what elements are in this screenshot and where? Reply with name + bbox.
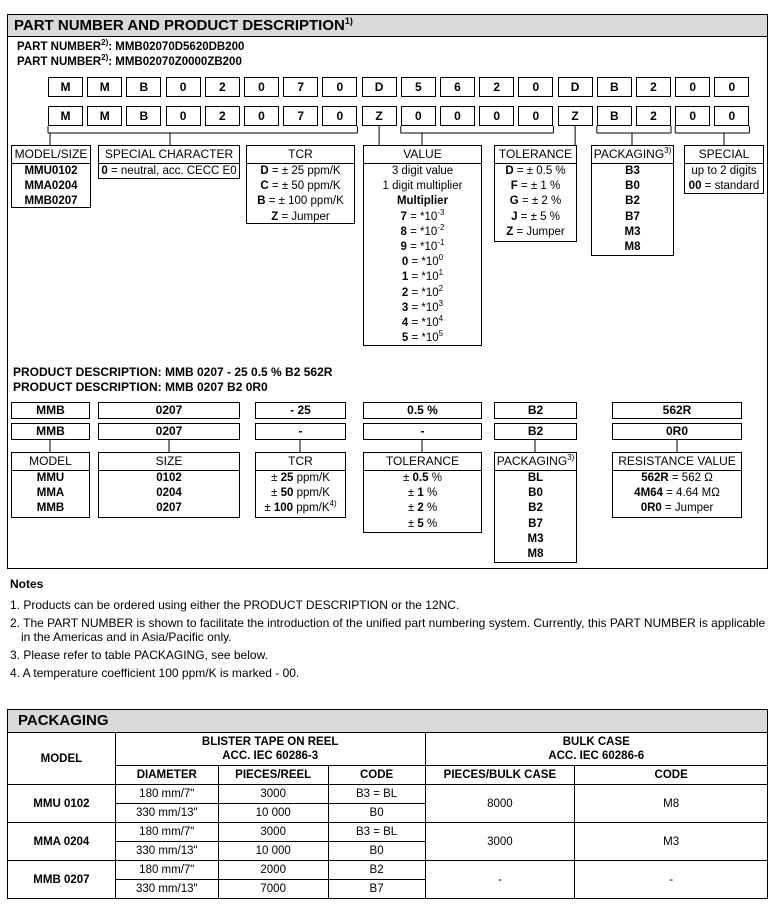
pn-digit-cell: 0 [401, 106, 436, 126]
pn-digit-cell: 0 [244, 77, 279, 97]
th-diameter: DIAMETER [115, 766, 218, 785]
cell-bulk-code: M3 [575, 823, 768, 861]
table-cell: 10 000 [218, 842, 328, 861]
value-multiplier-line: $2 = *10^2$ [401, 283, 444, 299]
pd-cell: - 25 [255, 402, 346, 419]
pn-digit-cell: 0 [322, 77, 357, 97]
pd-tolerance-box: TOLERANCE ± 0.5 % ± 1 % ± 2 % ± 5 % [363, 452, 482, 533]
pn-digit-cell: 0 [322, 106, 357, 126]
product-description-1: PRODUCT DESCRIPTION: MMB 0207 - 25 0.5 % B2 562R [13, 365, 333, 379]
note-2-cont: in the Americas and in Asia/Pacific only. [21, 630, 232, 644]
th-pieces-bulk: PIECES/BULK CASE [425, 766, 575, 785]
value-multiplier-line: $9 = *10^{-1}$ [400, 238, 445, 254]
pn-digit-cell: 2 [636, 77, 671, 97]
product-description-2: PRODUCT DESCRIPTION: MMB 0207 B2 0R0 [13, 380, 268, 394]
table-cell: 180 mm/7" [115, 861, 218, 880]
table-cell: 180 mm/7" [115, 823, 218, 842]
table-cell: B2 [328, 861, 425, 880]
cell-model: MMA 0204 [8, 823, 116, 861]
pn-digit-cell: 0 [166, 77, 201, 97]
pd-model-box: MODEL MMU MMA MMB [11, 452, 90, 518]
pd-cell: 0R0 [612, 423, 742, 440]
tolerance-box: TOLERANCE D = ± 0.5 % F = ± 1 % G = ± 2 % J = ± 5 % Z = Jumper [494, 145, 577, 242]
value-multiplier-line: $4 = *10^4$ [401, 314, 444, 330]
pd-cell: MMB [11, 402, 90, 419]
cell-model: MMU 0102 [8, 785, 116, 823]
pd-cell: 0.5 % [363, 402, 482, 419]
pn-digit-cell: 2 [479, 77, 514, 97]
note-1: 1. Products can be ordered using either the PRODUCT DESCRIPTION or the 12NC. [10, 598, 460, 612]
pn-digit-cell: 0 [675, 77, 710, 97]
pn-digit-cell: M [48, 77, 83, 97]
table-cell: B3 = BL [328, 785, 425, 804]
pn-digit-cell: 0 [440, 106, 475, 126]
pn-digit-cell: 7 [283, 77, 318, 97]
special-character-box: SPECIAL CHARACTER 0 = neutral, acc. CECC E0 [98, 145, 240, 179]
value-box: VALUE 3 digit value 1 digit multiplier Multiplier $7 = *10^{-3}$ $8 = *10^{-2}$ $9 = *10^{-1}$ $0 = *10^0$ $1 = *10^1$ $2 = *10^2$ $3 = *10^3$ $4 = *10^4$ $5 = *10^5$ [363, 145, 482, 346]
th-pieces-reel: PIECES/REEL [218, 766, 328, 785]
table-row [8, 785, 768, 804]
pn-digit-cell: D [558, 77, 593, 97]
pn-digit-cell: 2 [205, 77, 240, 97]
value-multiplier-line: $3 = *10^3$ [401, 299, 444, 314]
table-cell: B0 [328, 804, 425, 823]
pn-digit-cell: D [362, 77, 397, 97]
th-blister: BLISTER TAPE ON REEL ACC. IEC 60286-3 [115, 733, 425, 766]
table-cell: 7000 [218, 880, 328, 899]
cell-bulk-code: - [575, 861, 768, 899]
pd-resistance-box: RESISTANCE VALUE 562R = 562 Ω 4M64 = 4.64 MΩ 0R0 = Jumper [612, 452, 742, 518]
cell-bulk: 8000 [425, 785, 575, 823]
table-cell: B0 [328, 842, 425, 861]
note-4: 4. A temperature coefficient 100 ppm/K is marked - 00. [10, 666, 300, 680]
value-multiplier-line: $8 = *10^{-2}$ [400, 222, 445, 238]
pn-digit-cell: 7 [283, 106, 318, 126]
table-cell: 2000 [218, 861, 328, 880]
table-cell: 330 mm/13" [115, 842, 218, 861]
th-code2: CODE [575, 766, 768, 785]
tcr-box: TCR D = ± 25 ppm/K C = ± 50 ppm/K B = ± 100 ppm/K Z = Jumper [246, 145, 355, 224]
packaging-table [7, 732, 768, 899]
value-multiplier-line: $5 = *10^5$ [401, 329, 444, 345]
table-cell: 10 000 [218, 804, 328, 823]
pd-tcr-box: TCR ± 25 ppm/K ± 50 ppm/K ± 100 ppm/$K^{4)}$ [255, 452, 346, 518]
th-code: CODE [328, 766, 425, 785]
table-row [8, 861, 768, 880]
table-cell: 330 mm/13" [115, 804, 218, 823]
section-title: PART NUMBER AND PRODUCT DESCRIPTION$^{1)}$ [8, 15, 767, 37]
pn-digit-cell: Z [362, 106, 397, 126]
pn-digit-cell: 0 [166, 106, 201, 126]
part-number-2: PART NUMBER$^{2)}$: MMB02070Z0000ZB200 [17, 53, 242, 68]
table-cell: B7 [328, 880, 425, 899]
pn-digit-cell: B [126, 77, 161, 97]
table-cell: 180 mm/7" [115, 785, 218, 804]
value-multiplier-line: $1 = *10^1$ [401, 268, 444, 284]
special-box: SPECIAL up to 2 digits 00 = standard [684, 145, 764, 194]
packaging-code-box: PACKAGING$^{3)}$ B3 B0 B2 B7 M3 M8 [591, 145, 674, 256]
cell-bulk: - [425, 861, 575, 899]
packaging-section [7, 709, 768, 733]
pn-digit-cell: Z [558, 106, 593, 126]
value-multiplier-line: $0 = *10^0$ [401, 253, 444, 269]
cell-bulk-code: M8 [575, 785, 768, 823]
notes-title: Notes [10, 577, 44, 591]
pn-digit-cell: M [48, 106, 83, 126]
pn-digit-cell: B [597, 106, 632, 126]
pn-digit-cell: 0 [244, 106, 279, 126]
pn-digit-cell: 5 [401, 77, 436, 97]
pd-cell: MMB [11, 423, 90, 440]
pd-cell: - [255, 423, 346, 440]
table-cell: 3000 [218, 785, 328, 804]
table-cell: 330 mm/13" [115, 880, 218, 899]
pn-digit-cell: 0 [714, 77, 749, 97]
cell-bulk: 3000 [425, 823, 575, 861]
pn-digit-cell: 0 [518, 106, 553, 126]
pd-cell: B2 [494, 402, 577, 419]
th-bulk: BULK CASE ACC. IEC 60286-6 [425, 733, 768, 766]
value-multiplier-line: $7 = *10^{-3}$ [400, 207, 445, 223]
pn-digit-cell: 2 [205, 106, 240, 126]
th-model: MODEL [8, 733, 116, 785]
pn-digit-cell: M [87, 106, 122, 126]
note-3: 3. Please refer to table PACKAGING, see below. [10, 648, 268, 662]
packaging-title: PACKAGING [18, 712, 109, 729]
note-2: 2. The PART NUMBER is shown to facilitate the introduction of the unified part numbering system. Currently, this PART NUMBER is applicable [10, 616, 766, 630]
pn-digit-cell: 6 [440, 77, 475, 97]
pn-digit-cell: M [87, 77, 122, 97]
cell-model: MMB 0207 [8, 861, 116, 899]
pd-cell: 562R [612, 402, 742, 419]
pn-digit-cell: 2 [636, 106, 671, 126]
pn-digit-cell: 0 [479, 106, 514, 126]
pd-cell: B2 [494, 423, 577, 440]
pn-digit-cell: B [126, 106, 161, 126]
table-cell: 3000 [218, 823, 328, 842]
pd-cell: 0207 [98, 402, 240, 419]
pn-digit-cell: 0 [714, 106, 749, 126]
pn-digit-cell: B [597, 77, 632, 97]
part-number-1: PART NUMBER$^{2)}$: MMB02070D5620DB200 [17, 38, 245, 53]
pn-digit-cell: 0 [518, 77, 553, 97]
table-row [8, 823, 768, 842]
pd-size-box: SIZE 0102 0204 0207 [98, 452, 240, 518]
pn-digit-cell: 0 [675, 106, 710, 126]
table-cell: B3 = BL [328, 823, 425, 842]
pd-cell: - [363, 423, 482, 440]
pd-cell: 0207 [98, 423, 240, 440]
model-size-box: MODEL/SIZE MMU0102 MMA0204 MMB0207 [11, 145, 91, 208]
pd-packaging-box: PACKAGING$^{3)}$ BL B0 B2 B7 M3 M8 [494, 452, 577, 563]
